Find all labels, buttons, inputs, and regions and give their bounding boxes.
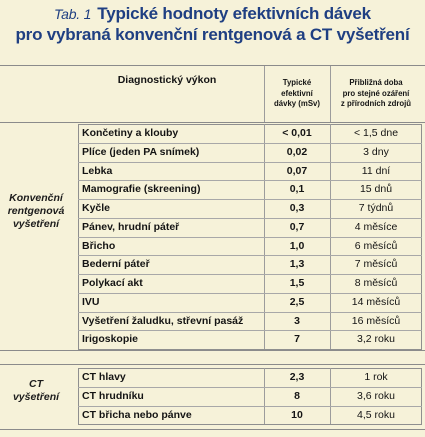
conventional-row-dose: 2,5 — [289, 295, 305, 308]
conventional-row-dose: 1,5 — [289, 277, 305, 290]
conventional-row-dose: 1,3 — [289, 258, 305, 271]
conventional-row-name: IVU — [82, 295, 100, 308]
header-dose-1: Typické — [282, 78, 312, 88]
conventional-row-dose: 0,7 — [289, 220, 305, 233]
ct-row-equiv: 3,6 roku — [357, 389, 395, 402]
group-ct — [0, 378, 72, 404]
conventional-row-equiv: 15 dnů — [359, 183, 393, 196]
conventional-row-equiv: 3 dny — [363, 145, 389, 158]
header-bottom-rule — [0, 122, 425, 123]
conventional-row-dose: 3 — [294, 314, 300, 327]
header-procedure: Diagnostický výkon — [117, 73, 217, 86]
conventional-row-equiv: 3,2 roku — [357, 333, 395, 346]
conventional-row-equiv: 4 měsíce — [354, 220, 398, 233]
section-rule-2 — [0, 364, 425, 365]
conventional-row-name: Lebka — [82, 164, 113, 177]
title-text-1: Typické hodnoty efektivních dávek — [97, 4, 371, 23]
group-conventional-2: rentgenová — [7, 205, 65, 218]
conventional-row-dose: 0,02 — [286, 145, 308, 158]
header-equiv-1: Přibližná doba — [349, 78, 403, 88]
group-ct-2: vyšetření — [12, 391, 60, 404]
conventional-row-equiv: 6 měsíců — [354, 239, 398, 252]
title-line-2: pro vybraná konvenční rentgenová a CT vyšetření — [15, 24, 410, 44]
conventional-row-equiv: 11 dní — [361, 164, 391, 177]
conventional-row-name: Irigoskopie — [82, 333, 139, 346]
ct-row-dose: 2,3 — [289, 371, 305, 384]
header-equiv-3: z přírodních zdrojů — [340, 99, 412, 109]
group-ct-1: CT — [29, 378, 43, 390]
group-conventional-1: Konvenční — [9, 192, 63, 204]
conventional-row-equiv: 16 měsíců — [351, 314, 401, 327]
table-number: Tab. 1 — [54, 6, 92, 22]
header-divider-2 — [330, 66, 331, 122]
header-dose-3: dávky (mSv) — [274, 99, 320, 109]
header-dose-2: efektivní — [281, 88, 313, 98]
conventional-row-equiv: 7 měsíců — [354, 258, 398, 271]
ct-row-name: CT hlavy — [82, 371, 126, 384]
conventional-row-equiv: 7 týdnů — [358, 202, 394, 215]
conventional-row-name: Kyčle — [82, 202, 111, 215]
ct-row-equiv: 4,5 roku — [357, 408, 395, 421]
table-bottom-rule — [0, 429, 425, 430]
header-equiv-2: pro stejné ozáření — [342, 88, 410, 98]
ct-row-equiv: 1 rok — [364, 371, 388, 384]
conventional-row-name: Vyšetření žaludku, střevní pasáž — [82, 314, 244, 327]
conventional-row-name: Bederní páteř — [82, 258, 150, 271]
header-dose — [264, 68, 330, 120]
ct-row-dose: 10 — [291, 408, 303, 421]
conventional-row-name: Břicho — [82, 239, 116, 252]
section-rule-1 — [0, 350, 425, 351]
ct-row-dose: 8 — [294, 389, 300, 402]
conventional-row-name: Plíce (jeden PA snímek) — [82, 145, 200, 158]
table-top-rule — [0, 65, 425, 66]
group-conventional-3: vyšetření — [12, 218, 60, 231]
group-conventional — [0, 192, 72, 231]
conventional-row-name: Končetiny a klouby — [82, 127, 179, 140]
conventional-row-name: Polykací akt — [82, 277, 143, 290]
conventional-row-dose: 0,1 — [289, 183, 305, 196]
conventional-row-dose: 1,0 — [289, 239, 305, 252]
conventional-row-equiv: 14 měsíců — [351, 295, 401, 308]
conventional-row-dose: 0,07 — [286, 164, 308, 177]
header-equiv — [330, 68, 422, 120]
conventional-row-equiv: 8 měsíců — [354, 277, 398, 290]
conventional-row-equiv: < 1,5 dne — [353, 127, 399, 140]
ct-row-name: CT hrudníku — [82, 389, 144, 402]
conventional-row-name: Pánev, hrudní páteř — [82, 220, 180, 233]
ct-row-name: CT břicha nebo pánve — [82, 408, 192, 421]
header-divider-1 — [264, 66, 265, 122]
conventional-row-dose: 0,3 — [289, 202, 305, 215]
conventional-row-dose: < 0,01 — [282, 127, 312, 140]
conventional-row-name: Mamografie (skreening) — [82, 183, 201, 196]
conventional-row-dose: 7 — [294, 333, 300, 346]
